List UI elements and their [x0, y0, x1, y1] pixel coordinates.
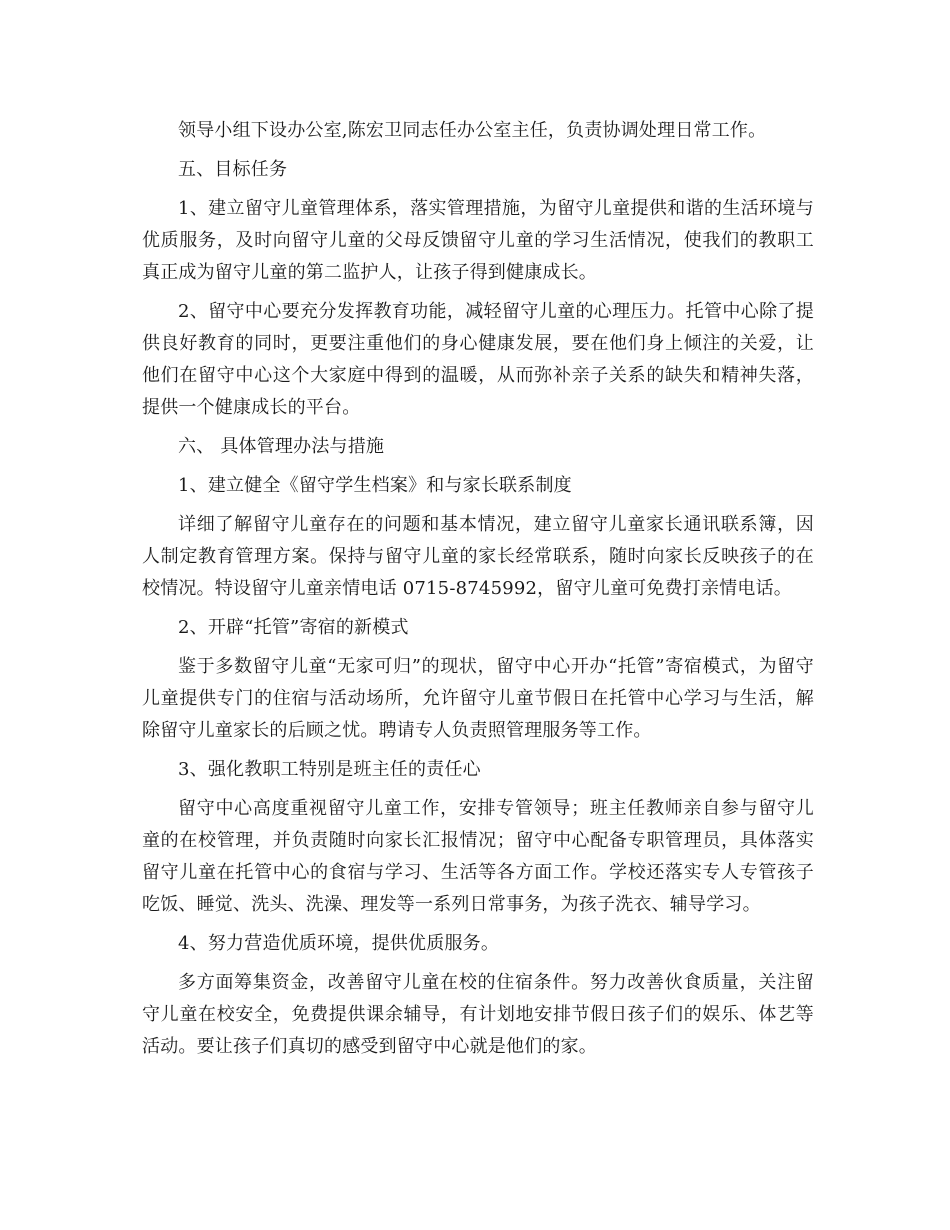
subheading-measure-4: 4、努力营造优质环境，提供优质服务。: [178, 933, 500, 954]
subheading-measure-3: 3、强化教职工特别是班主任的责任心: [178, 759, 481, 780]
paragraph-measure-2: 鉴于多数留守儿童“无家可归”的现状，留守中心开办“托管”寄宿模式，为留守儿童提供专门的住宿与活动场所，允许留守儿童节假日在托管中心学习与生活，解除留守儿童家长的后顾之忧。聘请专人负责照管理服务等工作。: [142, 656, 814, 741]
paragraph-measure-1: 详细了解留守儿童存在的问题和基本情况，建立留守儿童家长通讯联系簿，因人制定教育管理方案。保持与留守儿童的家长经常联系，随时向家长反映孩子的在校情况。特设留守儿童亲情电话 0715-8745992，留守儿童可免费打亲情电话。: [142, 514, 814, 599]
paragraph-goal-1: 1、建立留守儿童管理体系，落实管理措施，为留守儿童提供和谐的生活环境与优质服务，及时向留守儿童的父母反馈留守儿童的学习生活情况，使我们的教职工真正成为留守儿童的第二监护人，让孩子得到健康成长。: [142, 198, 814, 283]
paragraph-measure-4: 多方面筹集资金，改善留守儿童在校的住宿条件。努力改善伙食质量，关注留守儿童在校安全，免费提供课余辅导，有计划地安排节假日孩子们的娱乐、体艺等活动。要让孩子们真切的感受到留守中心就是他们的家。: [142, 972, 814, 1057]
document-body: [142, 115, 814, 1070]
paragraph-office: 领导小组下设办公室,陈宏卫同志任办公室主任，负责协调处理日常工作。: [178, 120, 767, 141]
paragraph-measure-3: 留守中心高度重视留守儿童工作，安排专管领导；班主任教师亲自参与留守儿童的在校管理，并负责随时向家长汇报情况；留守中心配备专职管理员，具体落实留守儿童在托管中心的食宿与学习、生活等各方面工作。学校还落实专人专管孩子吃饭、睡觉、洗头、洗澡、理发等一系列日常事务，为孩子洗衣、辅导学习。: [142, 798, 814, 915]
subheading-measure-2: 2、开辟“托管”寄宿的新模式: [178, 617, 409, 638]
section-heading-goals: 五、目标任务: [178, 159, 288, 180]
paragraph-goal-2: 2、留守中心要充分发挥教育功能，减轻留守儿童的心理压力。托管中心除了提供良好教育的同时，更要注重他们的身心健康发展，要在他们身上倾注的关爱，让他们在留守中心这个大家庭中得到的温暖，从而弥补亲子关系的缺失和精神失落，提供一个健康成长的平台。: [142, 301, 814, 418]
subheading-measure-1: 1、建立健全《留守学生档案》和与家长联系制度: [178, 475, 572, 496]
section-heading-measures: 六、 具体管理办法与措施: [178, 436, 385, 457]
